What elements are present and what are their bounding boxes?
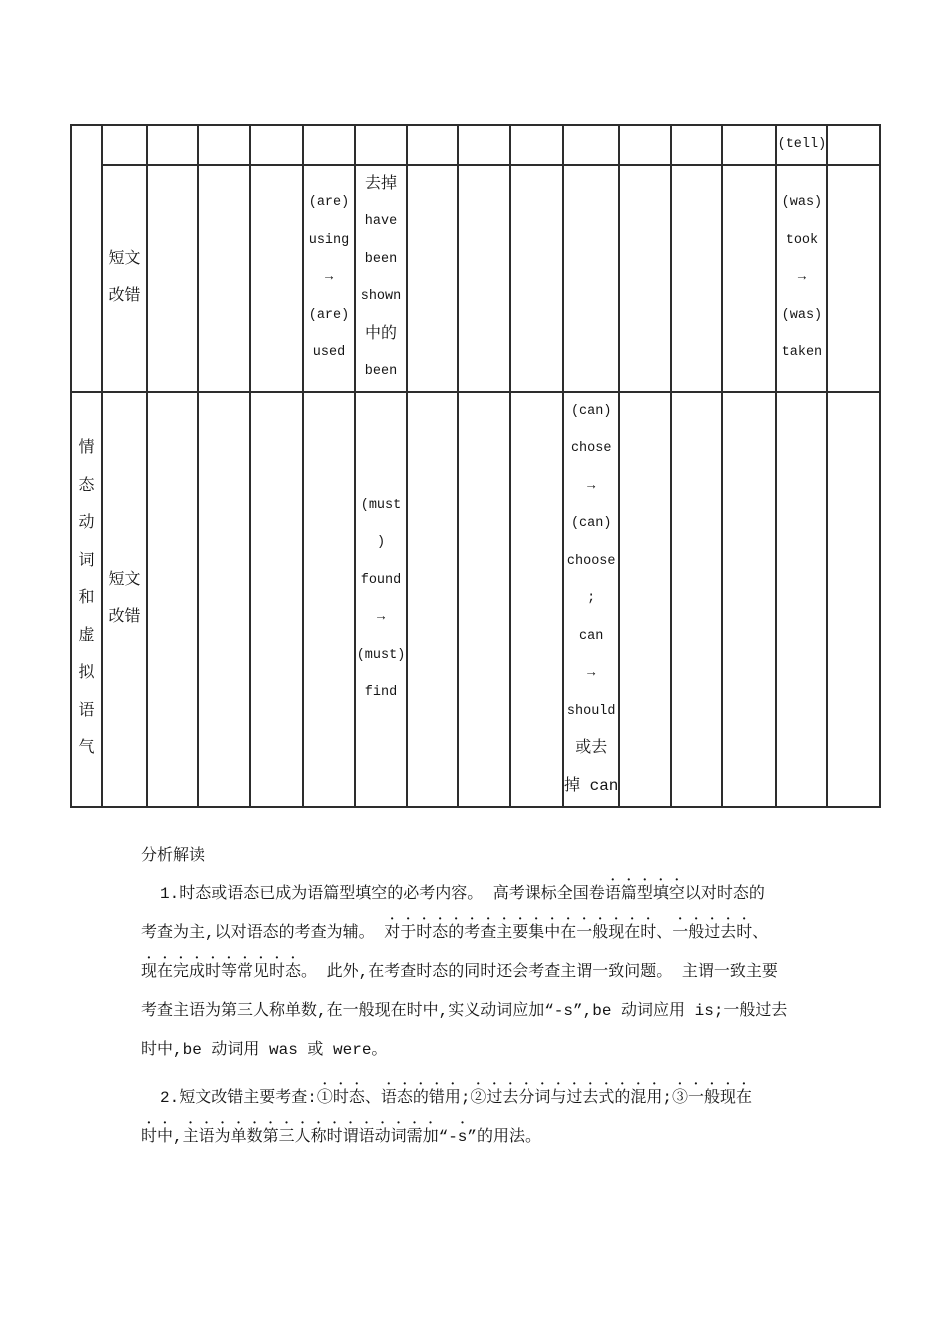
table-cell bbox=[250, 392, 303, 807]
table-cell bbox=[198, 165, 250, 392]
answer-cell bbox=[776, 165, 827, 392]
cell-line: 或去 bbox=[575, 739, 608, 758]
cell-line: 中的 bbox=[364, 324, 397, 343]
cell-line: can bbox=[579, 628, 604, 644]
table-cell bbox=[722, 125, 776, 165]
table-cell bbox=[671, 125, 722, 165]
text-run: 2.短文改错主要考查: bbox=[160, 1089, 317, 1107]
cell-line: 拟 bbox=[78, 664, 95, 683]
text-run: 以对时态的 bbox=[684, 885, 765, 903]
table-cell bbox=[407, 392, 458, 807]
cell-line: 和 bbox=[78, 589, 95, 608]
table-cell bbox=[619, 165, 671, 392]
cell-line: find bbox=[364, 685, 398, 700]
paragraph bbox=[141, 1079, 831, 1157]
cell-line: (can) bbox=[570, 516, 612, 532]
cell-line: (was) bbox=[781, 195, 823, 211]
table-cell bbox=[510, 165, 563, 392]
section-label-cell bbox=[71, 392, 102, 807]
text-run: 1.时态或语态已成为语篇型填空的必考内容。 高考课标全国卷 bbox=[160, 885, 605, 903]
table-cell bbox=[510, 392, 563, 807]
cell-line: ) bbox=[376, 535, 386, 550]
cell-line: have bbox=[364, 214, 398, 229]
emphasized-text-run: ①时态、语态的错用;②过去分词与过去式的混用;③一般现在 bbox=[316, 1089, 753, 1107]
cell-line: shown bbox=[360, 289, 402, 304]
grammar-exam-table bbox=[70, 124, 881, 808]
table-cell bbox=[827, 165, 880, 392]
table-cell bbox=[458, 392, 510, 807]
cell-line: (can) bbox=[570, 403, 612, 419]
answer-cell bbox=[355, 392, 407, 807]
emphasized-text-run: 时中,主语为单数第三人称时谓语动词需加“-s” bbox=[141, 1128, 478, 1146]
emphasized-text-run: 现在完成时等常见时态 bbox=[141, 963, 302, 981]
text-run: 考查为主,以对语态的考查为辅。 bbox=[141, 924, 385, 942]
paragraph-line bbox=[141, 953, 831, 992]
table-cell bbox=[671, 165, 722, 392]
table-cell bbox=[102, 125, 147, 165]
cell-line: (must) bbox=[356, 647, 406, 663]
emphasized-text-run: 对于时态的考查主要集中在一般现在时、一般过去时、 bbox=[384, 924, 769, 942]
cell-line: → bbox=[587, 666, 596, 682]
table-cell bbox=[407, 165, 458, 392]
table-cell bbox=[563, 125, 619, 165]
text-run: 。 此外,在考查时态的同时还会考查主谓一致问题。 主谓一致主要 bbox=[301, 963, 778, 981]
table-cell bbox=[250, 125, 303, 165]
text-run: 考查主语为第三人称单数,在一般现在时中,实义动词应加“-s”,be 动词应用 is;一般过去 bbox=[141, 1002, 788, 1020]
table-cell bbox=[198, 392, 250, 807]
cell-line: (must bbox=[360, 497, 402, 513]
table-cell bbox=[827, 125, 880, 165]
answer-cell bbox=[355, 165, 407, 392]
cell-line: → bbox=[797, 270, 806, 286]
cell-line: 短文 bbox=[108, 570, 141, 589]
table-cell bbox=[458, 165, 510, 392]
table-container bbox=[70, 124, 881, 808]
table-cell bbox=[198, 125, 250, 165]
text-run: 的用法。 bbox=[477, 1128, 542, 1146]
table-cell bbox=[147, 125, 198, 165]
table-cell bbox=[147, 392, 198, 807]
paragraph-line bbox=[141, 1031, 831, 1070]
cell-line: 去掉 bbox=[364, 174, 397, 193]
table-cell bbox=[458, 125, 510, 165]
table-cell bbox=[250, 165, 303, 392]
cell-line: 情 bbox=[78, 439, 95, 458]
cell-line: 语 bbox=[78, 701, 95, 720]
cell-line: 气 bbox=[78, 739, 95, 758]
table-cell bbox=[776, 392, 827, 807]
cell-line: 改错 bbox=[108, 608, 141, 626]
analysis-heading: 分析解读 bbox=[141, 847, 206, 864]
table-cell bbox=[671, 392, 722, 807]
table-cell bbox=[722, 165, 776, 392]
answer-cell bbox=[563, 392, 619, 807]
analysis-paragraphs bbox=[141, 875, 831, 1157]
cell-line: 改错 bbox=[108, 287, 141, 305]
cell-line: 短文 bbox=[108, 249, 141, 268]
cell-line: → bbox=[324, 270, 334, 286]
cell-line: took bbox=[785, 232, 819, 248]
cell-line: (was) bbox=[781, 307, 823, 323]
cell-line: taken bbox=[781, 345, 823, 361]
analysis-section bbox=[141, 836, 831, 1157]
cell-line: (tell) bbox=[777, 137, 827, 152]
paragraph-line bbox=[141, 992, 831, 1031]
table-cell bbox=[722, 392, 776, 807]
cell-line: → bbox=[376, 610, 386, 625]
cell-line: chose bbox=[570, 441, 612, 457]
cell-line: → bbox=[587, 478, 596, 494]
cell-line: (are) bbox=[308, 307, 350, 323]
text-run: 时中,be 动词用 was 或 were。 bbox=[141, 1041, 388, 1059]
question-type-cell bbox=[102, 165, 147, 392]
paragraph-line bbox=[141, 875, 831, 914]
paragraph-line bbox=[141, 1079, 831, 1118]
cell-line: 动 bbox=[78, 514, 95, 533]
question-type-cell bbox=[102, 392, 147, 807]
paragraph-line bbox=[141, 914, 831, 953]
answer-cell bbox=[303, 165, 355, 392]
table-cell bbox=[355, 125, 407, 165]
paragraph bbox=[141, 875, 831, 1070]
cell-line: been bbox=[364, 251, 398, 267]
table-cell bbox=[619, 392, 671, 807]
table-cell bbox=[563, 165, 619, 392]
table-cell bbox=[303, 125, 355, 165]
paragraph-line bbox=[141, 1118, 831, 1157]
emphasized-text-run: 语篇型填空 bbox=[604, 885, 685, 903]
cell-line: (are) bbox=[308, 195, 350, 211]
cell-line: ; bbox=[587, 591, 596, 607]
cell-line: choose bbox=[566, 553, 616, 569]
answer-cell bbox=[776, 125, 827, 165]
table-cell bbox=[303, 392, 355, 807]
cell-line: used bbox=[312, 345, 346, 361]
cell-line: 态 bbox=[78, 476, 95, 495]
table-cell bbox=[510, 125, 563, 165]
table-cell bbox=[827, 392, 880, 807]
cell-line: found bbox=[360, 572, 402, 588]
cell-line: using bbox=[308, 232, 350, 248]
cell-line: been bbox=[364, 364, 398, 379]
cell-line: 掉 can bbox=[564, 776, 619, 795]
table-cell bbox=[619, 125, 671, 165]
cell-line: 词 bbox=[78, 551, 95, 570]
table-cell bbox=[147, 165, 198, 392]
cell-line: should bbox=[566, 703, 616, 719]
table-cell bbox=[407, 125, 458, 165]
cell-line: 虚 bbox=[78, 626, 95, 645]
section-label-cell-continued bbox=[71, 125, 102, 392]
